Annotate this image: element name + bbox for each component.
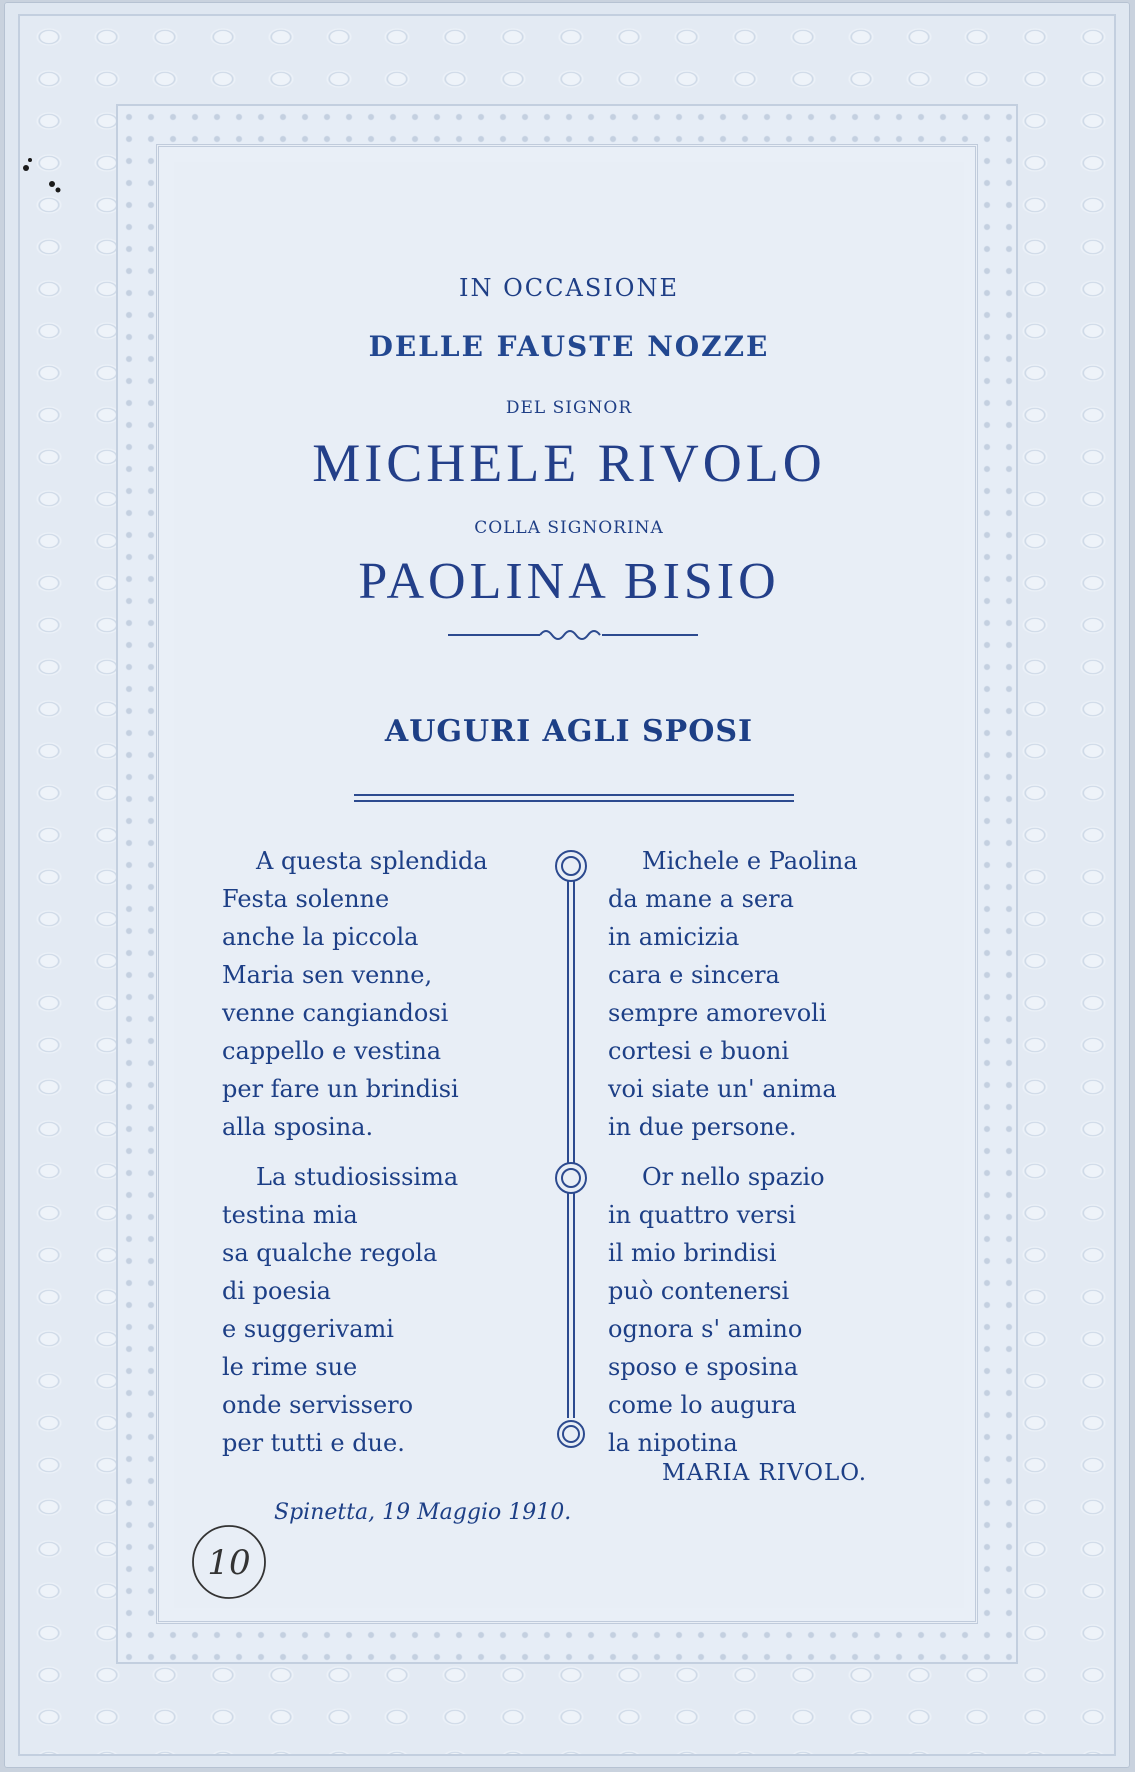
verse-line: di poesia xyxy=(222,1277,331,1305)
poem-heading: AUGURI AGLI SPOSI xyxy=(384,714,754,749)
poem-stanza xyxy=(222,842,488,1146)
verse-line: per fare un brindisi xyxy=(222,1075,459,1103)
verse-line: Maria sen venne, xyxy=(222,961,433,989)
header-line-2: DELLE FAUSTE NOZZE xyxy=(368,330,770,363)
poem-stanza xyxy=(222,1158,488,1462)
verse-line: può contenersi xyxy=(608,1277,790,1305)
poem-right-column xyxy=(608,842,858,1474)
verse-line: sa qualche regola xyxy=(222,1239,438,1267)
groom-name: MICHELE RIVOLO xyxy=(312,433,826,493)
verse-line: in due persone. xyxy=(608,1113,797,1141)
flourish-ornament xyxy=(448,625,698,645)
verse-line: il mio brindisi xyxy=(608,1239,777,1267)
header-line-4: COLLA SIGNORINA xyxy=(474,518,664,538)
verse-line: come lo augura xyxy=(608,1391,797,1419)
verse-line: le rime sue xyxy=(222,1353,358,1381)
verse-line: cara e sincera xyxy=(608,961,780,989)
ink-spots xyxy=(18,158,78,218)
poem-left-column xyxy=(222,842,488,1474)
verse-line: anche la piccola xyxy=(222,923,419,951)
column-divider-ornament xyxy=(552,848,590,1448)
poem-stanza xyxy=(608,842,858,1146)
poem-stanza xyxy=(608,1158,858,1462)
printed-panel xyxy=(174,162,964,1608)
verse-line: cortesi e buoni xyxy=(608,1037,790,1065)
verse-line: A questa splendida xyxy=(256,847,488,875)
verse-line: Or nello spazio xyxy=(642,1163,825,1191)
verse-line: ognora s' amino xyxy=(608,1315,803,1343)
verse-line: onde servissero xyxy=(222,1391,414,1419)
signature: MARIA RIVOLO. xyxy=(662,1460,868,1486)
archive-number-text: 10 xyxy=(207,1543,251,1583)
handwritten-archive-number xyxy=(190,1522,268,1602)
verse-line: venne cangiandosi xyxy=(222,999,449,1027)
verse-line: alla sposina. xyxy=(222,1113,374,1141)
verse-line: sposo e sposina xyxy=(608,1353,799,1381)
verse-line: testina mia xyxy=(222,1201,358,1229)
verse-line: voi siate un' anima xyxy=(608,1075,837,1103)
verse-line: e suggerivami xyxy=(222,1315,394,1343)
verse-line: in quattro versi xyxy=(608,1201,796,1229)
verse-line: La studiosissima xyxy=(256,1163,459,1191)
verse-line: Festa solenne xyxy=(222,885,390,913)
verse-line: sempre amorevoli xyxy=(608,999,827,1027)
verse-line: la nipotina xyxy=(608,1429,738,1457)
verse-line: cappello e vestina xyxy=(222,1037,442,1065)
header-line-3: DEL SIGNOR xyxy=(505,398,633,418)
place-and-date: Spinetta, 19 Maggio 1910. xyxy=(274,1500,572,1525)
header-line-1: IN OCCASIONE xyxy=(459,274,679,302)
verse-line: Michele e Paolina xyxy=(642,847,858,875)
greeting-card xyxy=(4,2,1130,1768)
verse-line: per tutti e due. xyxy=(222,1429,405,1457)
bride-name: PAOLINA BISIO xyxy=(358,553,780,610)
verse-line: da mane a sera xyxy=(608,885,794,913)
verse-line: in amicizia xyxy=(608,923,740,951)
heading-double-underline xyxy=(354,794,794,802)
